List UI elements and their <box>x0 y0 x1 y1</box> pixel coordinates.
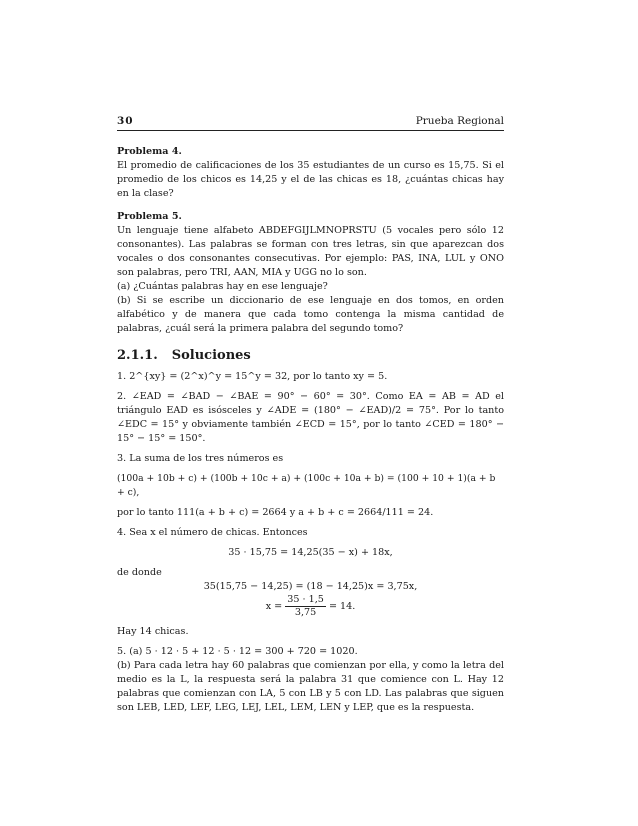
solution-5a: 5. (a) 5 · 12 · 5 + 12 · 5 · 12 = 300 + 720 = 1020. <box>117 646 358 657</box>
running-title: Prueba Regional <box>415 115 504 127</box>
problem-5-part-b: (b) Si se escribe un diccionario de ese lenguaje en dos tomos, en orden alfabético y de manera que cada tomo contenga la misma cantidad de palabras, ¿cuál será la primera palabra del segundo tomo? <box>117 295 504 334</box>
section-number: 2.1.1. <box>117 348 158 363</box>
header-rule <box>117 130 504 131</box>
eq3-denominator: 3,75 <box>294 607 317 618</box>
solution-4-end: Hay 14 chicas. <box>117 626 189 637</box>
solution-3-end: por lo tanto 111(a + b + c) = 2664 y a + b + c = 2664/111 = 24. <box>117 507 434 518</box>
page-content <box>117 145 504 715</box>
eq3-fraction <box>285 594 326 619</box>
solution-4-mid: de donde <box>117 567 162 578</box>
solution-4-intro: 4. Sea x el número de chicas. Entonces <box>117 527 308 538</box>
page-number: 30 <box>117 115 134 127</box>
solution-5b: (b) Para cada letra hay 60 palabras que comienzan por ella, y como la letra del medio es la L, la respuesta será la palabra 31 que comience con L. Hay 12 palabras que comienzan con LA, 5 con LB y 5 con LD. Las palabras que siguen son LEB, LED, LEF, LEG, LEJ, LEL, LEM, LEN y LEP, que es la respuesta. <box>117 660 504 713</box>
problem-5-text: Un lenguaje tiene alfabeto ABDEFGIJLMNOPRSTU (5 vocales pero sólo 12 consonantes). Las palabras se forman con tres letras, sin que aparezcan dos vocales o dos consonantes consecutivas. Por ejemplo: PAS, INA, LUL y ONO son palabras, pero TRI, AAN, MIA y UGG no lo son. <box>117 225 504 278</box>
solution-3-equation: (100a + 10b + c) + (100b + 10c + a) + (100c + 10a + b) = (100 + 10 + 1)(a + b + c), <box>117 473 496 498</box>
eq3-numerator: 35 · 1,5 <box>287 594 324 605</box>
eq3-rhs: = 14. <box>328 601 356 612</box>
solution-3-intro: 3. La suma de los tres números es <box>117 453 284 464</box>
problem-4-title: Problema 4. <box>117 146 182 157</box>
solution-4-equation-1: 35 · 15,75 = 14,25(35 − x) + 18x, <box>228 547 393 558</box>
eq3-lhs: x = <box>265 601 283 612</box>
problem-4-text: El promedio de calificaciones de los 35 estudiantes de un curso es 15,75. Si el promedio de los chicos es 14,25 y el de las chicas es 18, ¿cuántas chicas hay en la clase? <box>117 160 504 199</box>
solution-4-equation-3 <box>117 594 504 619</box>
solution-2: 2. ∠EAD = ∠BAD − ∠BAE = 90° − 60° = 30°. Como EA = AB = AD el triángulo EAD es isósceles y ∠ADE = (180° − ∠EAD)/2 = 75°. Por lo tanto ∠EDC = 15° y obviamente también ∠ECD = 15°, por lo tanto ∠CED = 180° − 15° − 15° = 150°. <box>117 391 504 444</box>
solution-4-equation-2: 35(15,75 − 14,25) = (18 − 14,25)x = 3,75x, <box>203 581 418 592</box>
section-title: Soluciones <box>171 348 251 363</box>
problem-5-title: Problema 5. <box>117 211 182 222</box>
solution-1: 1. 2^{xy} = (2^x)^y = 15^y = 32, por lo tanto xy = 5. <box>117 371 388 382</box>
section-heading <box>117 348 504 364</box>
page <box>117 0 504 826</box>
problem-5-part-a: (a) ¿Cuántas palabras hay en ese lenguaje? <box>117 281 328 292</box>
